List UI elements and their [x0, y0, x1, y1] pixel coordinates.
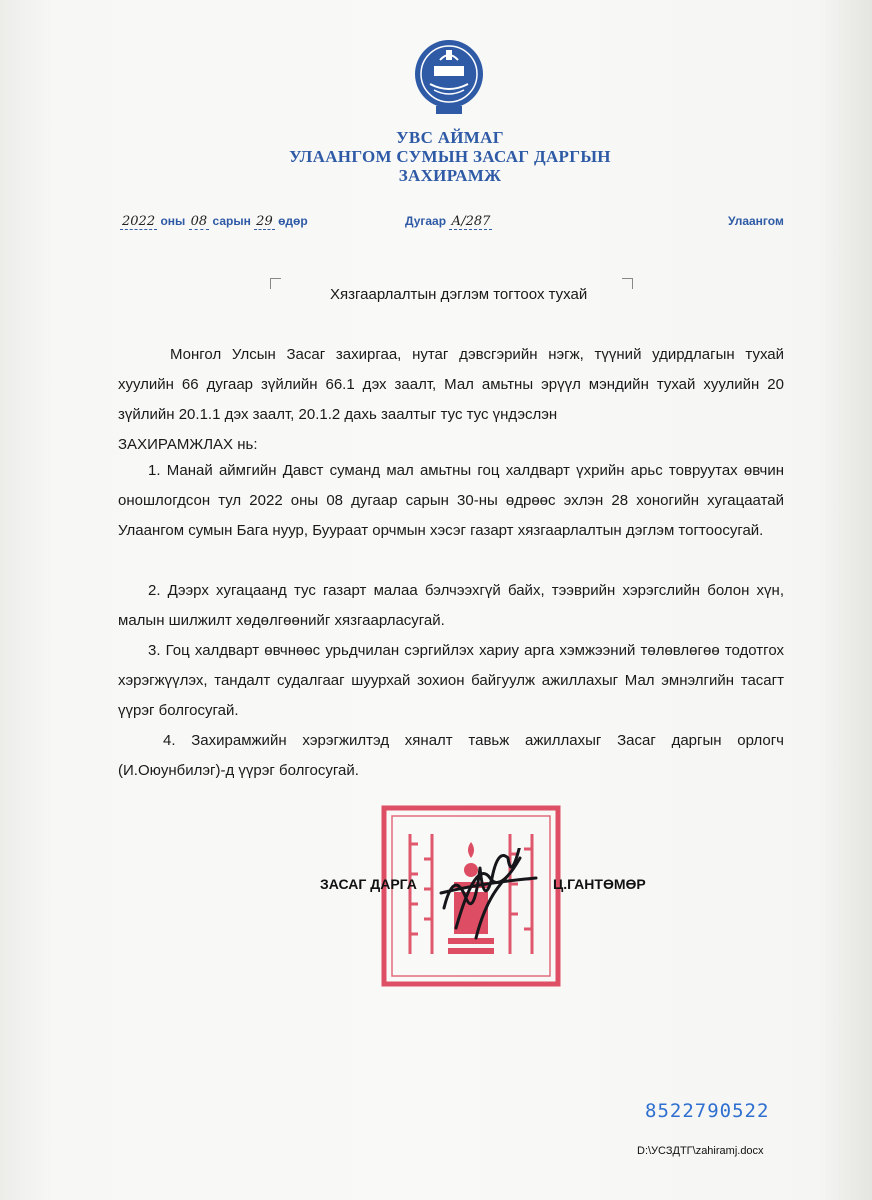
date-month-suffix: сарын — [212, 214, 251, 228]
registration-number: 8522790522 — [645, 1100, 770, 1122]
signatory-title: ЗАСАГ ДАРГА — [320, 876, 417, 892]
date-year-suffix: оны — [160, 214, 186, 228]
file-path: D:\УСЗДТГ\zahiramj.docx — [637, 1145, 764, 1157]
aimag-name: УВС АЙМАГ — [396, 128, 504, 147]
governor-office-name: УЛААНГОМ СУМЫН ЗАСАГ ДАРГЫН — [289, 147, 611, 166]
subject-corner-right — [622, 278, 633, 289]
document-type: ЗАХИРАМЖ — [398, 166, 502, 185]
decree-item-1: 1. Манай аймгийн Давст суманд мал амьтны гоц халдварт үхрийн арьс товруутах өвчин оношлогдсон тул 2022 оны 08 дугаар сарын 30-ны өдрөөс эхлэн 28 хоногийн хугацаатай Улаангом сумын Бага нуур, Буураат орчмын хэсэг газарт хязгаарлалтын дэглэм тогтоосугай. — [118, 462, 784, 539]
decree-statement: ЗАХИРАМЖЛАХ нь: — [118, 436, 258, 453]
document-subject: Хязгаарлалтын дэглэм тогтоох тухай — [330, 286, 588, 303]
date-year: 2022 — [122, 214, 156, 229]
decree-item-2: 2. Дээрх хугацаанд тус газарт малаа бэлчээхгүй байх, тээврийн хэрэгслийн болон хүн, малын шилжилт хөдөлгөөнийг хязгаарласугай. — [118, 582, 784, 629]
decree-item-3: 3. Гоц халдварт өвчнөөс урьдчилан сэргийлэх хариу арга хэмжээний төлөвлөгөө тодотгох хэрэгжүүлэх, тандалт судалгааг шуурхай зохион байгуулж ажиллахыг Мал эмнэлгийн тасагт үүрэг болгосугай. — [118, 642, 784, 719]
issue-place: Улаангом — [728, 214, 784, 228]
number-label: Дугаар — [405, 214, 447, 228]
document-number — [405, 214, 492, 230]
number-value: А/287 — [451, 214, 491, 229]
intro-paragraph: Монгол Улсын Засаг захиргаа, нутаг дэвсгэрийн нэгж, түүний удирдлагын тухай хуулийн 66 дугаар зүйлийн 66.1 дэх заалт, Мал амьтны эрүүл мэндийн тухай хуулийн 20 зүйлийн 20.1.1 дэх заалт, 20.1.2 дахь заалтыг тус тус үндэслэн — [118, 346, 784, 423]
state-emblem-icon — [412, 36, 486, 120]
subject-corner-left — [270, 278, 281, 289]
handwritten-signature — [436, 848, 546, 943]
decree-item-4: 4. Захирамжийн хэрэгжилтэд хяналт тавьж ажиллахыг Засаг даргын орлогч (И.Оюунбилэг)-д үүрэг болгосугай. — [118, 732, 784, 779]
signatory-name: Ц.ГАНТӨМӨР — [553, 876, 646, 892]
date-month: 08 — [190, 214, 208, 229]
date-day-suffix: өдөр — [278, 214, 308, 228]
issue-date — [120, 214, 308, 230]
date-day: 29 — [256, 214, 273, 229]
